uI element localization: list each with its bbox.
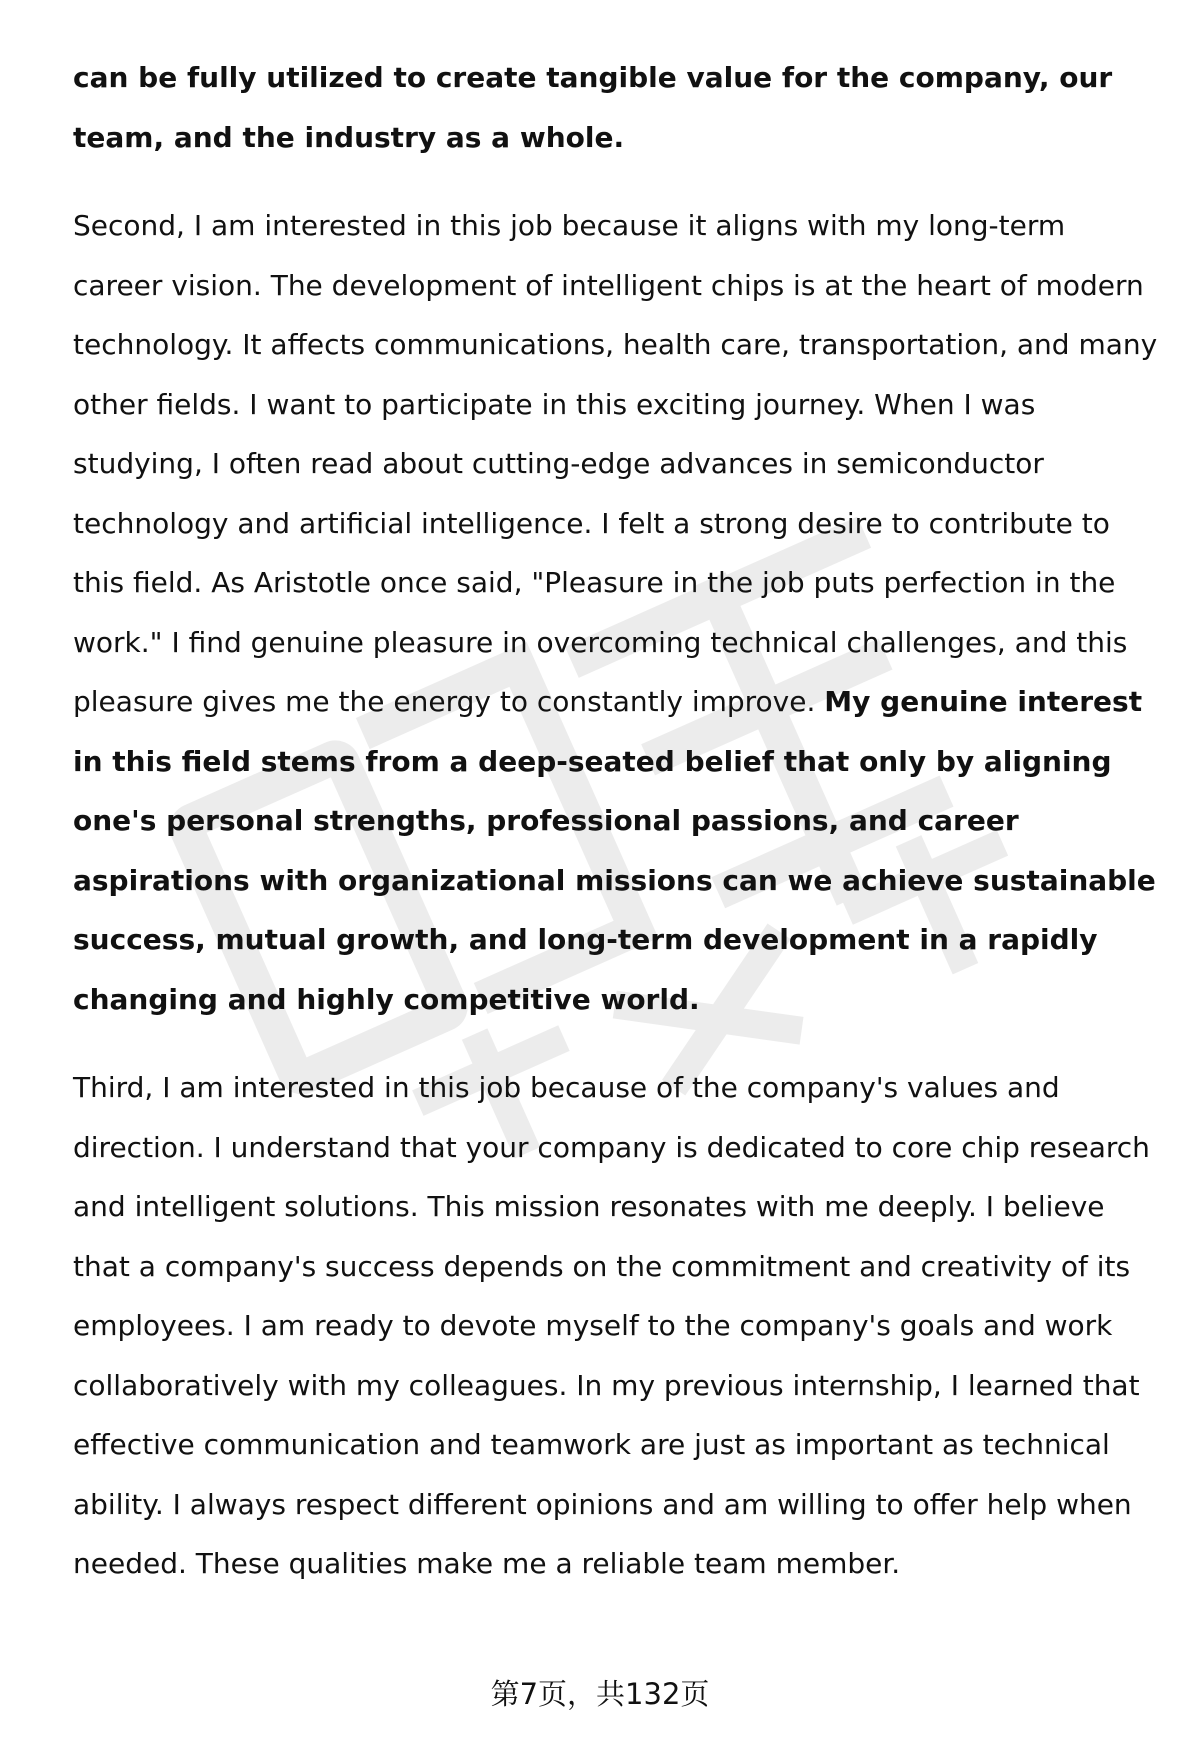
paragraph-1-bold-text: can be fully utilized to create tangible value for the company, our team, and the industry as a whole. <box>73 61 1113 154</box>
document-page <box>73 48 1163 1623</box>
paragraph-continuation <box>73 48 1163 167</box>
paragraph-2-bold-text: My genuine interest in this field stems from a deep-seated belief that only by aligning one's personal strengths, professional passions, and career aspirations with organizational missions can we achieve sustainable success, mutual growth, and long-term development in a rapidly changing and highly competitive world. <box>73 685 1156 1016</box>
paragraph-third-reason <box>73 1058 1163 1594</box>
page-number-footer: 第7页，共132页 <box>490 1677 710 1711</box>
paragraph-2-regular-text: Second, I am interested in this job because it aligns with my long-term career vision. The development of intelligent chips is at the heart of modern technology. It affects communications, health care, transportation, and many other fields. I want to participate in this exciting journey. When I was studying, I often read about cutting-edge advances in semiconductor technology and artificial intelligence. I felt a strong desire to contribute to this field. As Aristotle once said, "Pleasure in the job puts perfection in the work." I find genuine pleasure in overcoming technical challenges, and this pleasure gives me the energy to constantly improve. <box>73 209 1158 718</box>
paragraph-3-regular-text: Third, I am interested in this job because of the company's values and direction. I understand that your company is dedicated to core chip research and intelligent solutions. This mission resonates with me deeply. I believe that a company's success depends on the commitment and creativity of its employees. I am ready to devote myself to the company's goals and work collaboratively with my colleagues. In my previous internship, I learned that effective communication and teamwork are just as important as technical ability. I always respect different opinions and am willing to offer help when needed. These qualities make me a reliable team member. <box>73 1071 1150 1580</box>
paragraph-second-reason <box>73 196 1163 1029</box>
